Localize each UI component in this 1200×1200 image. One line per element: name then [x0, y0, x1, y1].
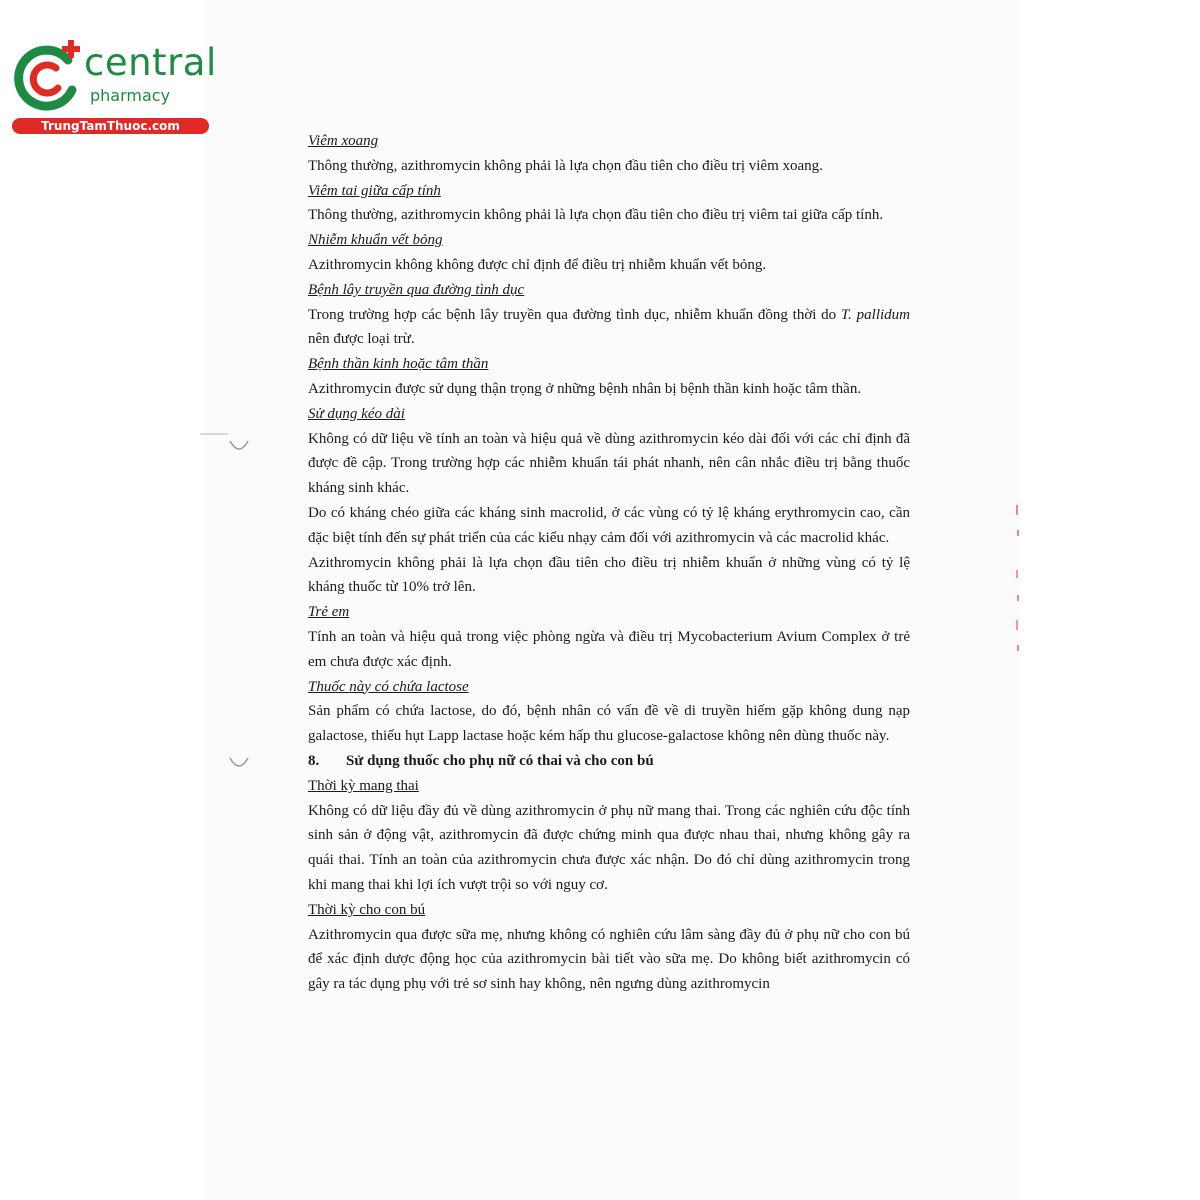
- paragraph: Do có kháng chéo giữa các kháng sinh macrolid, ở các vùng có tỷ lệ kháng erythromycin cao, cần đặc biệt tính đến sự phát triển của các kiểu nhạy cảm đối với azithromycin và các macrolid khác.: [308, 504, 910, 546]
- heading-con-bu: Thời kỳ cho con bú: [308, 901, 426, 918]
- paragraph: Azithromycin không phải là lựa chọn đầu tiên cho điều trị nhiễm khuẩn ở những vùng có tỷ lệ kháng thuốc từ 10% trở lên.: [308, 554, 910, 596]
- species-name: T. pallidum: [840, 306, 910, 323]
- heading-viem-xoang: Viêm xoang: [308, 133, 379, 149]
- heading-viem-tai: Viêm tai giữa cấp tính: [308, 182, 441, 199]
- logo-brand: central: [84, 41, 217, 84]
- heading-than-kinh: Bệnh thần kinh hoặc tâm thần: [308, 356, 489, 373]
- heading-keo-dai: Sử dụng kéo dài: [308, 405, 405, 422]
- logo-url: TrungTamThuoc.com: [12, 118, 209, 134]
- scan-mark: [200, 433, 228, 435]
- heading-tre-em: Trẻ em: [308, 604, 350, 621]
- paragraph: Thông thường, azithromycin không phải là lựa chọn đầu tiên cho điều trị viêm xoang.: [308, 157, 823, 174]
- punch-hole-icon: [228, 752, 250, 774]
- logo-mark-icon: [10, 38, 90, 118]
- heading-vet-bong: Nhiễm khuẩn vết bỏng: [308, 232, 443, 249]
- punch-hole-icon: [228, 435, 250, 457]
- heading-tinh-duc: Bệnh lây truyền qua đường tình dục: [308, 281, 525, 298]
- paragraph: Tính an toàn và hiệu quả trong việc phòng ngừa và điều trị Mycobacterium Avium Complex ở trẻ em chưa được xác định.: [308, 628, 910, 670]
- paragraph: [308, 303, 910, 353]
- paragraph: Azithromycin không không được chỉ định để điều trị nhiễm khuẩn vết bỏng.: [308, 256, 767, 273]
- stamp-edge-marks: [1014, 500, 1022, 660]
- heading-mang-thai: Thời kỳ mang thai: [308, 777, 419, 794]
- section-title: Sử dụng thuốc cho phụ nữ có thai và cho con bú: [346, 752, 654, 769]
- paragraph: Không có dữ liệu đầy đủ về dùng azithromycin ở phụ nữ mang thai. Trong các nghiên cứu độc tính sinh sản ở động vật, azithromycin đã được chứng minh qua được nhau thai, nhưng không gây ra quái thai. Tính an toàn của azithromycin chưa được xác nhận. Do đó chỉ dùng azithromycin trong khi mang thai khi lợi ích vượt trội so với nguy cơ.: [308, 802, 910, 893]
- text-run: Trong trường hợp các bệnh lây truyền qua đường tình dục, nhiễm khuẩn đồng thời do: [308, 306, 841, 323]
- paragraph: Sản phẩm có chứa lactose, do đó, bệnh nhân có vấn đề về di truyền hiếm gặp không dung nạp galactose, thiếu hụt Lapp lactase hoặc kém hấp thu glucose-galactose không nên dùng thuốc này.: [308, 703, 910, 745]
- text-run: nên được loại trừ.: [308, 331, 415, 348]
- section-number: 8.: [308, 752, 320, 769]
- paragraph: Azithromycin được sử dụng thận trọng ở những bệnh nhân bị bệnh thần kinh hoặc tâm thần.: [308, 380, 862, 397]
- section-8-heading: [308, 749, 910, 774]
- paragraph: Không có dữ liệu về tính an toàn và hiệu quả về dùng azithromycin kéo dài đối với các chỉ định đã được đề cập. Trong trường hợp các nhiễm khuẩn tái phát nhanh, nên cân nhắc điều trị bằng thuốc kháng sinh khác.: [308, 430, 910, 497]
- paragraph: Thông thường, azithromycin không phải là lựa chọn đầu tiên cho điều trị viêm tai giữa cấp tính.: [308, 207, 884, 224]
- heading-lactose: Thuốc này có chứa lactose: [308, 678, 469, 695]
- paragraph: Azithromycin qua được sữa mẹ, nhưng không có nghiên cứu lâm sàng đầy đủ ở phụ nữ cho con bú để xác định dược động học của azithromycin bài tiết vào sữa mẹ. Do không biết azithromycin có gây ra tác dụng phụ với trẻ sơ sinh hay không, nên ngưng dùng azithromycin: [308, 926, 910, 993]
- logo-sub: pharmacy: [90, 86, 171, 105]
- document-body: [308, 129, 910, 997]
